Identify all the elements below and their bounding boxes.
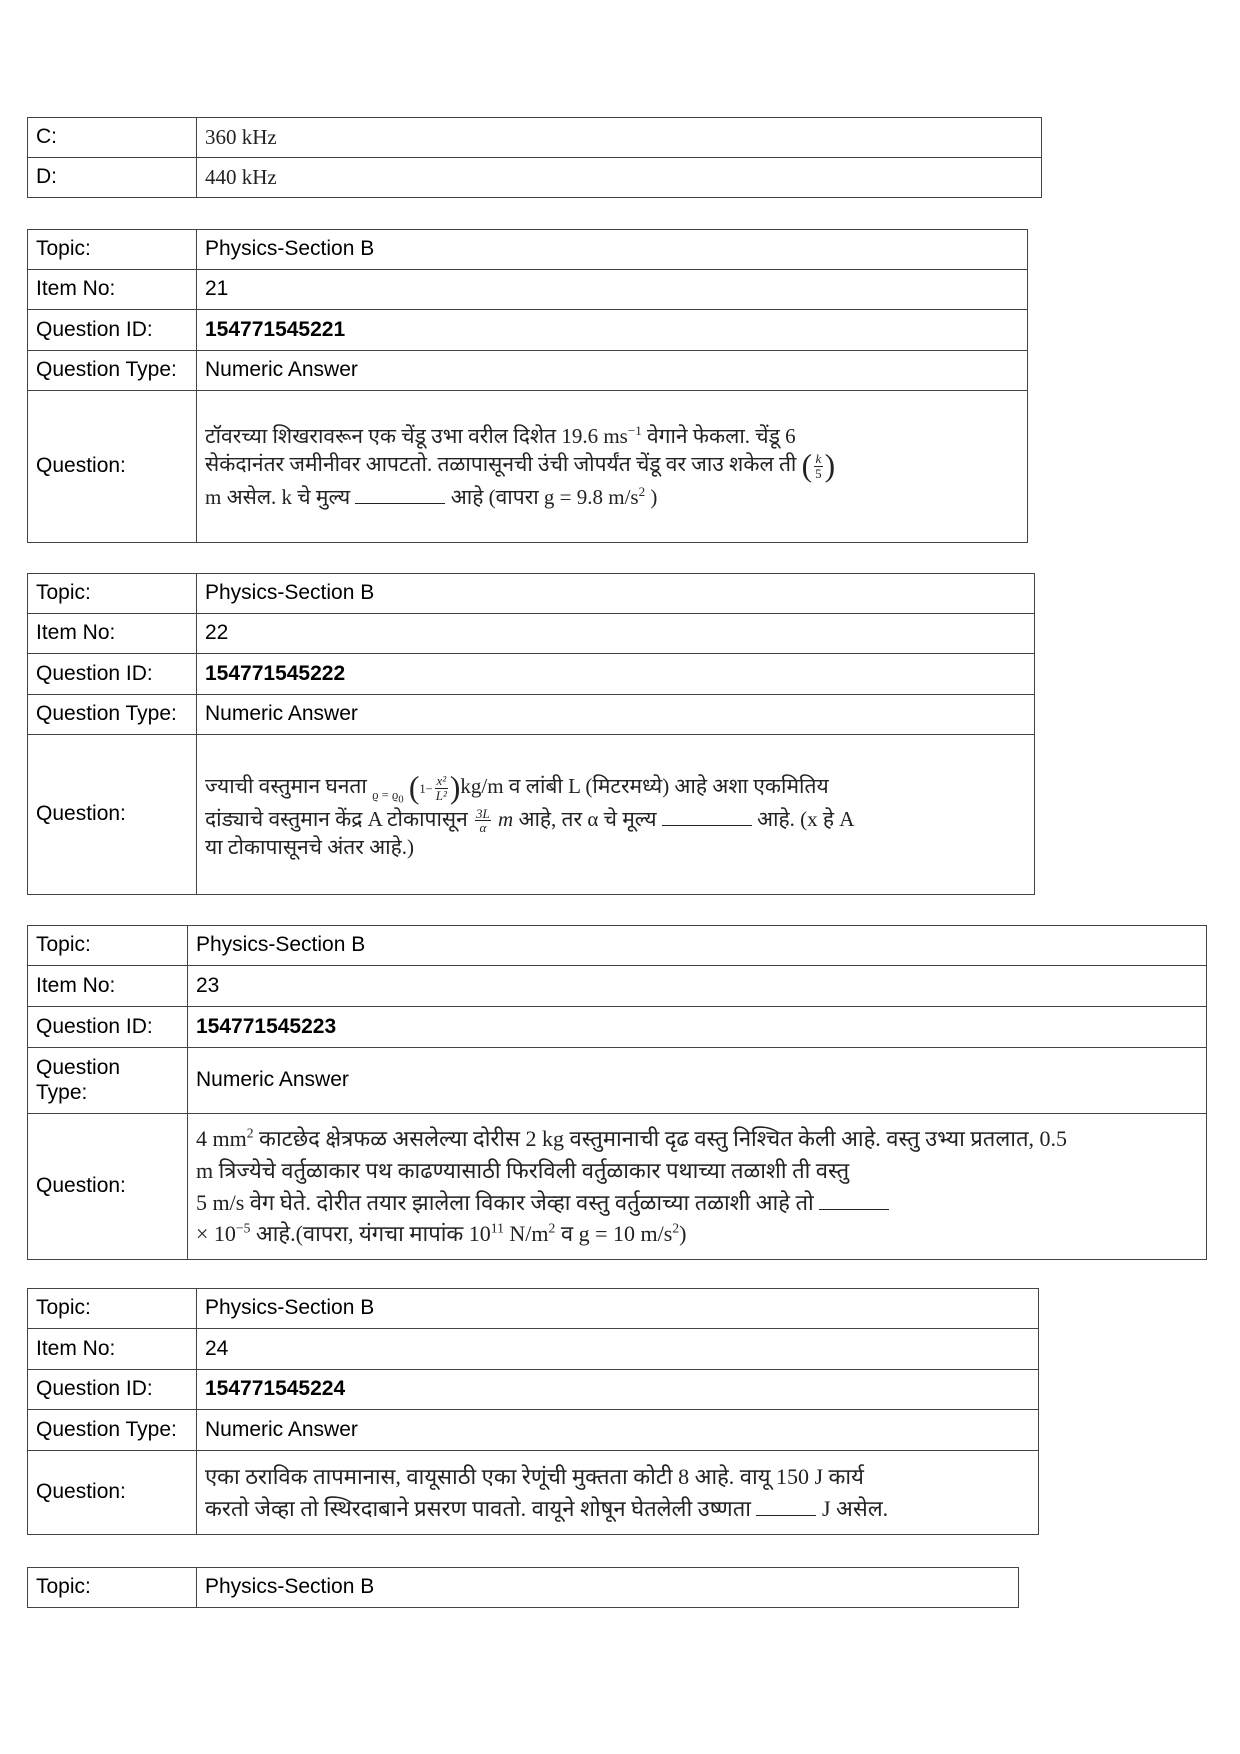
question-type-value: Numeric Answer <box>197 695 1035 735</box>
question-text-part: आहे, तर α चे मूल्य <box>513 806 662 831</box>
paren-close: ) <box>824 448 836 484</box>
option-row-d <box>28 158 1042 198</box>
question-id-value: 154771545222 <box>197 654 1035 695</box>
question-label: Question: <box>28 1451 197 1535</box>
options-table <box>27 117 1042 198</box>
answer-blank <box>355 502 445 504</box>
question-type-label-line: Type: <box>36 1080 88 1104</box>
item-no-row <box>28 614 1035 654</box>
question-table-23 <box>27 925 1207 1260</box>
option-value: 440 kHz <box>197 158 1042 198</box>
question-text-part: आहे. (x हे A <box>751 806 855 831</box>
question-table-25 <box>27 1567 1019 1608</box>
superscript: 2 <box>672 1221 680 1237</box>
question-id-row <box>28 310 1028 351</box>
question-type-value: Numeric Answer <box>197 1410 1039 1451</box>
topic-label: Topic: <box>28 926 188 966</box>
question-text-part: सेकंदानंतर जमीनीवर आपटतो. तळापासूनची उंची जोपर्यंत चेंडू वर जाउ शकेल ती <box>205 452 802 477</box>
paren-open: ( <box>408 770 420 805</box>
fraction <box>814 452 823 480</box>
superscript: 2 <box>246 1125 254 1141</box>
question-id-row <box>28 1007 1207 1048</box>
fraction <box>475 807 491 835</box>
topic-value: Physics-Section B <box>197 574 1035 614</box>
question-label: Question: <box>28 735 197 895</box>
question-text-part: व g = 10 m/s <box>555 1221 673 1247</box>
topic-value: Physics-Section B <box>188 926 1207 966</box>
question-id-label: Question ID: <box>28 310 197 351</box>
topic-label: Topic: <box>28 1289 197 1329</box>
topic-row <box>28 1289 1039 1329</box>
topic-label: Topic: <box>28 574 197 614</box>
option-label: C: <box>28 118 197 158</box>
question-text <box>197 735 1035 895</box>
question-text-part: m असेल. k चे मुल्य <box>205 484 356 509</box>
option-value: 360 kHz <box>197 118 1042 158</box>
item-no-row <box>28 1329 1039 1370</box>
item-no-row <box>28 270 1028 310</box>
question-type-label: Question Type: <box>28 351 197 391</box>
fraction-numerator: 3L <box>476 805 490 821</box>
question-text-part: आहे (वापरा g = 9.8 m/s <box>445 484 639 509</box>
question-type-value: Numeric Answer <box>188 1048 1207 1114</box>
item-no-value: 23 <box>188 966 1207 1007</box>
topic-value: Physics-Section B <box>197 1568 1019 1608</box>
question-text <box>197 1451 1039 1535</box>
question-text-part: 4 mm <box>196 1125 247 1151</box>
question-text-part: या टोकापासूनचे अंतर आहे.) <box>205 834 414 859</box>
question-type-value: Numeric Answer <box>197 351 1028 391</box>
question-id-label: Question ID: <box>28 1007 188 1048</box>
superscript: −1 <box>627 423 642 439</box>
question-id-label: Question ID: <box>28 1370 197 1410</box>
question-table-22 <box>27 573 1035 895</box>
paren-open: ( <box>801 448 813 484</box>
question-id-value: 154771545221 <box>197 310 1028 351</box>
fraction-denominator: L² <box>435 787 447 803</box>
question-text-part: ) <box>645 484 658 509</box>
item-no-label: Item No: <box>28 1329 197 1370</box>
superscript: −5 <box>235 1221 251 1237</box>
question-text-part: ज्याची वस्तुमान घनता <box>205 773 373 798</box>
fraction-denominator: 5 <box>815 466 822 481</box>
question-text-part: करतो जेव्हा तो स्थिरदाबाने प्रसरण पावतो. वायूने शोषून घेतलेली उष्णता <box>205 1495 757 1521</box>
question-row <box>28 391 1028 543</box>
item-no-value: 24 <box>197 1329 1039 1370</box>
question-type-row <box>28 1410 1039 1451</box>
answer-blank <box>819 1208 889 1210</box>
option-label: D: <box>28 158 197 198</box>
item-no-label: Item No: <box>28 966 188 1007</box>
question-type-label-line: Question <box>36 1056 121 1080</box>
superscript: 2 <box>548 1221 556 1237</box>
question-text-part: 5 m/s वेग घेते. दोरीत तयार झालेला विकार जेव्हा वस्तु वर्तुळाच्या तळाशी आहे तो <box>196 1189 820 1215</box>
question-text-part: kg/m व लांबी L (मिटरमध्ये) आहे अशा एकमितिय <box>460 773 829 798</box>
topic-row <box>28 574 1035 614</box>
question-type-row <box>28 1048 1207 1114</box>
question-type-label: Question Type: <box>28 695 197 735</box>
question-text-part: एका ठराविक तापमानास, वायूसाठी एका रेणूंची मुक्तता कोटी 8 आहे. वायू 150 J कार्य <box>205 1463 864 1489</box>
question-text-part: ) <box>679 1221 687 1247</box>
question-label: Question: <box>28 391 197 543</box>
question-text-part: J असेल. <box>816 1495 889 1521</box>
topic-row <box>28 926 1207 966</box>
paren-close: ) <box>449 770 461 805</box>
question-text-part: दांड्याचे वस्तुमान केंद्र A टोकापासून <box>205 806 474 831</box>
question-text-part: m त्रिज्येचे वर्तुळाकार पथ काढण्यासाठी फिरविली वर्तुळाकार पथाच्या तळाशी ती वस्तु <box>196 1157 850 1183</box>
item-no-value: 22 <box>197 614 1035 654</box>
one-minus: 1− <box>419 781 433 796</box>
item-no-row <box>28 966 1207 1007</box>
question-row <box>28 735 1035 895</box>
topic-row <box>28 1568 1019 1608</box>
question-text <box>188 1114 1207 1260</box>
item-no-value: 21 <box>197 270 1028 310</box>
question-id-label: Question ID: <box>28 654 197 695</box>
question-text-part: टॉवरच्या शिखरावरून एक चेंडू उभा वरील दिशेत 19.6 ms <box>205 424 628 449</box>
question-id-row <box>28 1370 1039 1410</box>
answer-blank <box>662 824 752 826</box>
question-row <box>28 1451 1039 1535</box>
superscript: 11 <box>490 1221 504 1237</box>
option-row-c <box>28 118 1042 158</box>
question-type-label <box>28 1048 188 1114</box>
fraction <box>435 774 448 802</box>
item-no-label: Item No: <box>28 270 197 310</box>
superscript: 2 <box>638 483 646 499</box>
question-table-21 <box>27 229 1028 543</box>
topic-value: Physics-Section B <box>197 230 1028 270</box>
question-id-value: 154771545223 <box>188 1007 1207 1048</box>
topic-row <box>28 230 1028 270</box>
question-type-row <box>28 695 1035 735</box>
question-table-24 <box>27 1288 1039 1535</box>
answer-blank <box>756 1514 816 1516</box>
question-row <box>28 1114 1207 1260</box>
fraction-denominator: α <box>479 820 487 836</box>
question-text-part: × 10 <box>196 1221 236 1247</box>
question-type-label: Question Type: <box>28 1410 197 1451</box>
question-text-part: वेगाने फेकला. चेंडू 6 <box>641 424 796 449</box>
question-label: Question: <box>28 1114 188 1260</box>
unit-m: m <box>492 806 514 831</box>
question-id-row <box>28 654 1035 695</box>
topic-label: Topic: <box>28 230 197 270</box>
topic-label: Topic: <box>28 1568 197 1608</box>
question-type-row <box>28 351 1028 391</box>
item-no-label: Item No: <box>28 614 197 654</box>
question-text-part: N/m <box>503 1221 549 1247</box>
fraction-numerator: x² <box>436 772 447 788</box>
question-id-value: 154771545224 <box>197 1370 1039 1410</box>
question-text-part: काटछेद क्षेत्रफळ असलेल्या दोरीस 2 kg वस्तुमानाची दृढ वस्तु निश्चित केली आहे. वस्तु उभ्या प्रतलात, 0.5 <box>253 1125 1067 1151</box>
topic-value: Physics-Section B <box>197 1289 1039 1329</box>
question-text-part: आहे.(वापरा, यंगचा मापांक 10 <box>250 1221 491 1247</box>
density-symbol: ϱ = ϱ0 <box>372 787 404 806</box>
fraction-numerator: k <box>815 451 822 467</box>
question-text <box>197 391 1028 543</box>
